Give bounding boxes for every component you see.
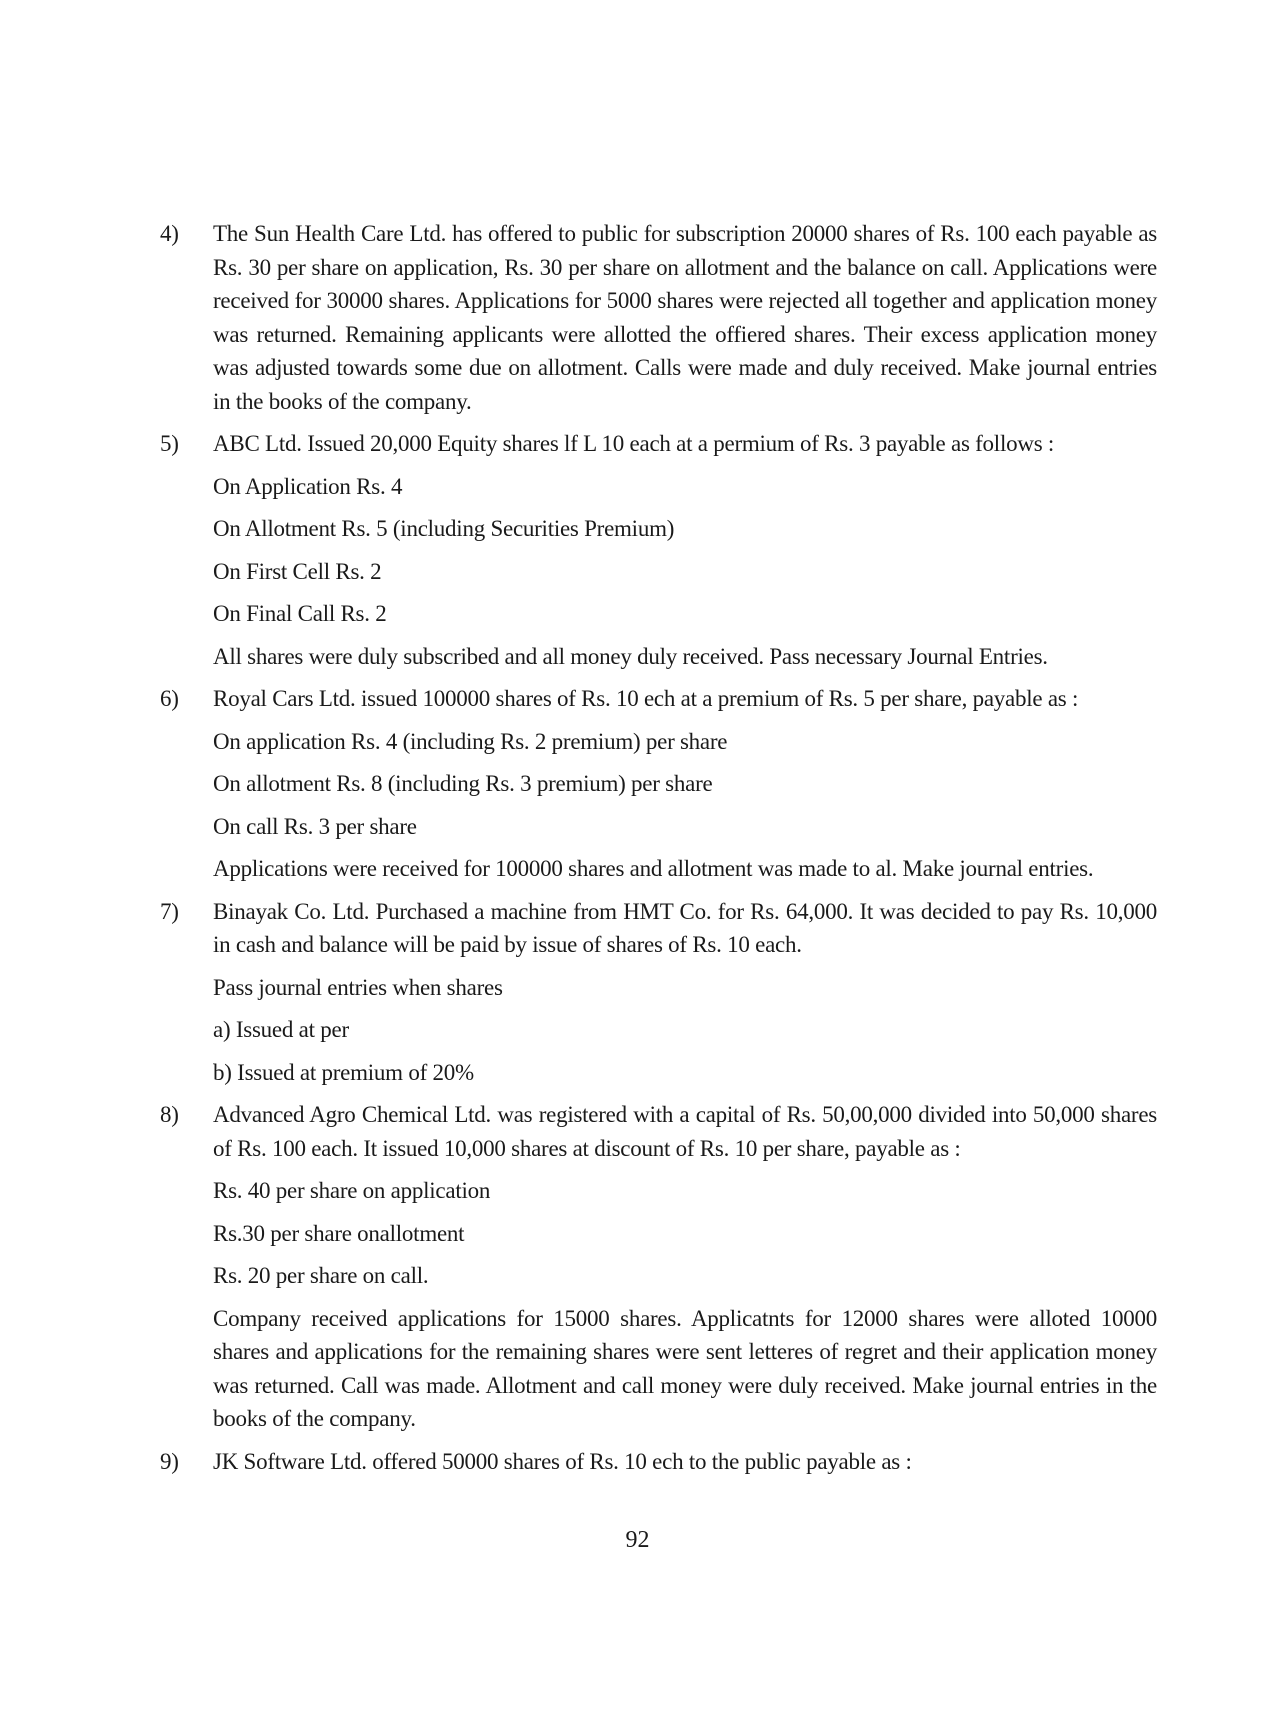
question-instruction: Applications were received for 100000 shares and allotment was made to al. Make journal entries. [213,856,1094,881]
payment-line: On Application Rs. 4 [213,473,403,499]
question-paragraph: JK Software Ltd. offered 50000 shares of Rs. 10 ech to the public payable as : [213,1448,912,1474]
payment-line: On allotment Rs. 8 (including Rs. 3 premium) per share [213,771,713,796]
question-list [160,217,1157,1487]
payment-line: On First Cell Rs. 2 [213,558,382,584]
question-5 [160,427,1157,673]
page-number: 92 [625,1527,650,1553]
payment-line: Rs. 40 per share on application [213,1178,491,1203]
payment-line: Rs.30 per share onallotment [213,1220,465,1246]
question-paragraph: Advanced Agro Chemical Ltd. was registered with a capital of Rs. 50,00,000 divided into 50,000 shares of Rs. 100 each. It issued 10,000 shares at discount of Rs. 10 per share, payable as : [213,1102,1157,1161]
question-number: 7) [160,898,179,924]
question-number: 6) [160,686,179,711]
question-number: 8) [160,1102,179,1127]
question-paragraph: The Sun Health Care Ltd. has offered to public for subscription 20000 shares of Rs. 100 each payable as Rs. 30 per share on application, Rs. 30 per share on allotment and the balance on call. Applications were received for 30000 shares. Applications for 5000 shares were rejected all together and application money was returned. Remaining applicants were allotted the offiered shares. Their excess application money was adjusted towards some due on allotment. Calls were made and duly received. Make journal entries in the books of the company. [213,221,1157,414]
question-4 [160,217,1157,418]
sub-question: a) Issued at per [213,1017,349,1042]
sub-question: b) Issued at premium of 20% [213,1059,474,1085]
question-paragraph: ABC Ltd. Issued 20,000 Equity shares lf L 10 each at a permium of Rs. 3 payable as follows : [213,431,1055,456]
payment-line: On application Rs. 4 (including Rs. 2 premium) per share [213,728,728,754]
question-number: 5) [160,431,179,456]
payment-line: On Allotment Rs. 5 (including Securities Premium) [213,516,675,541]
question-instruction: All shares were duly subscribed and all money duly received. Pass necessary Journal Entries. [213,643,1048,669]
payment-line: On Final Call Rs. 2 [213,601,387,626]
question-number: 9) [160,1448,179,1474]
question-paragraph: Royal Cars Ltd. issued 100000 shares of Rs. 10 ech at a premium of Rs. 5 per share, payable as : [213,686,1079,711]
question-8 [160,1098,1157,1436]
question-instruction: Company received applications for 15000 shares. Applicatnts for 12000 shares were alloted 10000 shares and applications for the remaining shares were sent letteres of regret and their application money was returned. Call was made. Allotment and call money were duly received. Make journal entries in the books of the company. [213,1305,1157,1431]
question-paragraph: Binayak Co. Ltd. Purchased a machine from HMT Co. for Rs. 64,000. It was decided to pay Rs. 10,000 in cash and balance will be paid by issue of shares of Rs. 10 each. [213,898,1157,957]
question-6 [160,682,1157,886]
question-number: 4) [160,221,179,246]
question-7 [160,895,1157,1090]
question-instruction: Pass journal entries when shares [213,974,503,1000]
payment-line: On call Rs. 3 per share [213,813,417,839]
question-9 [160,1445,1157,1479]
payment-line: Rs. 20 per share on call. [213,1263,429,1288]
